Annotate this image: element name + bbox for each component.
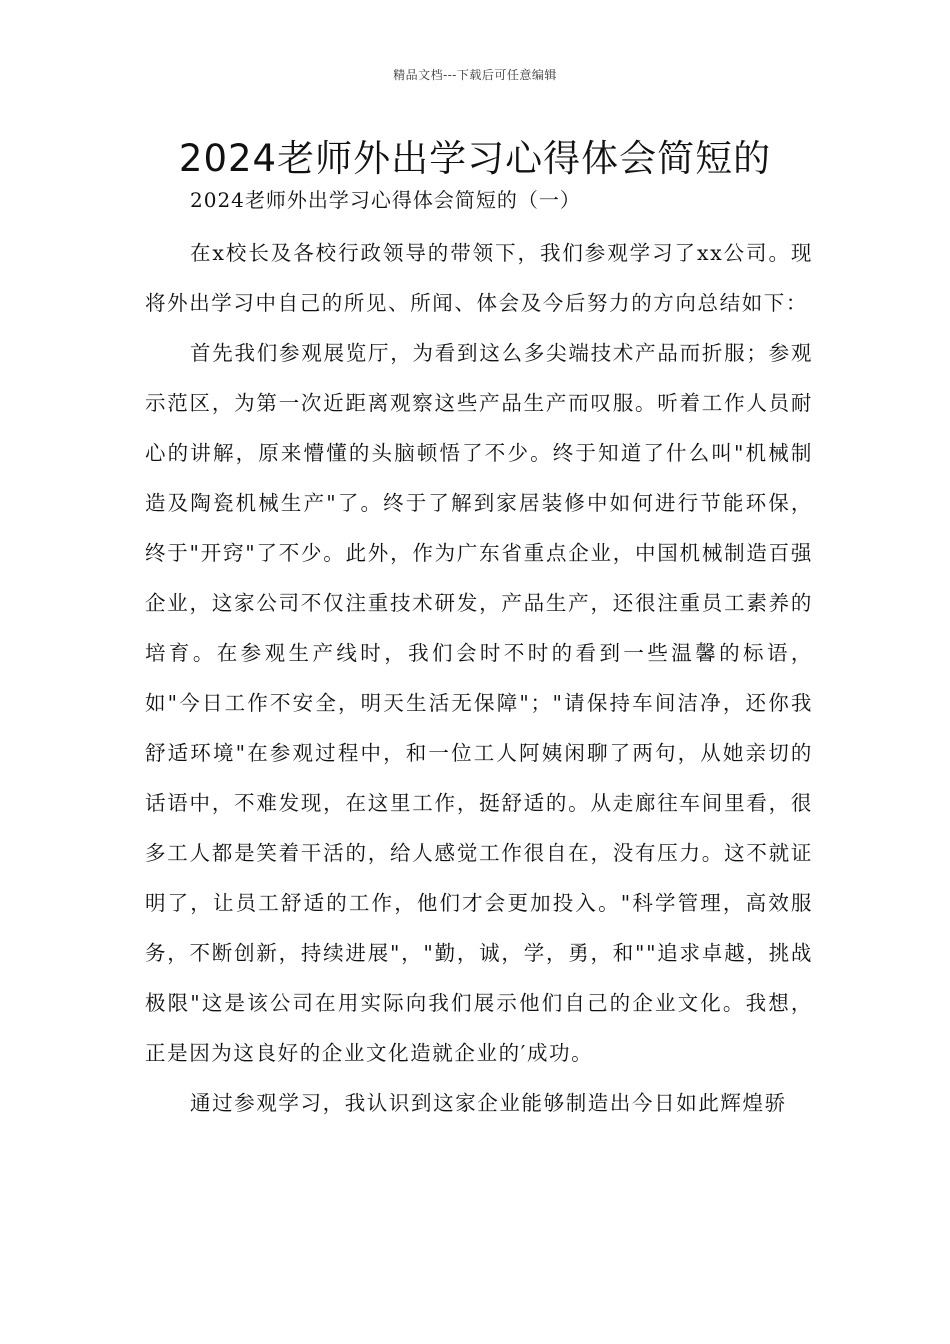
- document-title: 2024老师外出学习心得体会简短的: [178, 137, 772, 180]
- paragraph: 在x校长及各校行政领导的带领下，我们参观学习了xx公司。现将外出学习中自己的所见、所闻、体会及今后努力的方向总结如下：: [145, 241, 813, 315]
- paragraph: 通过参观学习，我认识到这家企业能够制造出今日如此辉煌骄: [190, 1091, 787, 1115]
- header-note: 精品文档---下载后可任意编辑: [393, 68, 557, 82]
- section-subtitle: 2024老师外出学习心得体会简短的（一）: [190, 188, 581, 212]
- body-text: [145, 228, 813, 1128]
- paragraph: 首先我们参观展览厅，为看到这么多尖端技术产品而折服；参观示范区，为第一次近距离观察这些产品生产而叹服。听着工作人员耐心的讲解，原来懵懂的头脑顿悟了不少。终于知道了什么叫"机械制造及陶瓷机械生产"了。终于了解到家居装修中如何进行节能环保，终于"开窍"了不少。此外，作为广东省重点企业，中国机械制造百强企业，这家公司不仅注重技术研发，产品生产，还很注重员工素养的培育。在参观生产线时，我们会时不时的看到一些温馨的标语，如"今日工作不安全，明天生活无保障"；"请保持车间洁净，还你我舒适环境"在参观过程中，和一位工人阿姨闲聊了两句，从她亲切的话语中，不难发现，在这里工作，挺舒适的。从走廊往车间里看，很多工人都是笑着干活的，给人感觉工作很自在，没有压力。这不就证明了，让员工舒适的工作，他们才会更加投入。"科学管理，高效服务，不断创新，持续进展"，"勤，诚，学，勇，和""追求卓越，挑战极限"这是该公司在用实际向我们展示他们自己的企业文化。我想，正是因为这良好的企业文化造就企业的′成功。: [145, 341, 813, 1065]
